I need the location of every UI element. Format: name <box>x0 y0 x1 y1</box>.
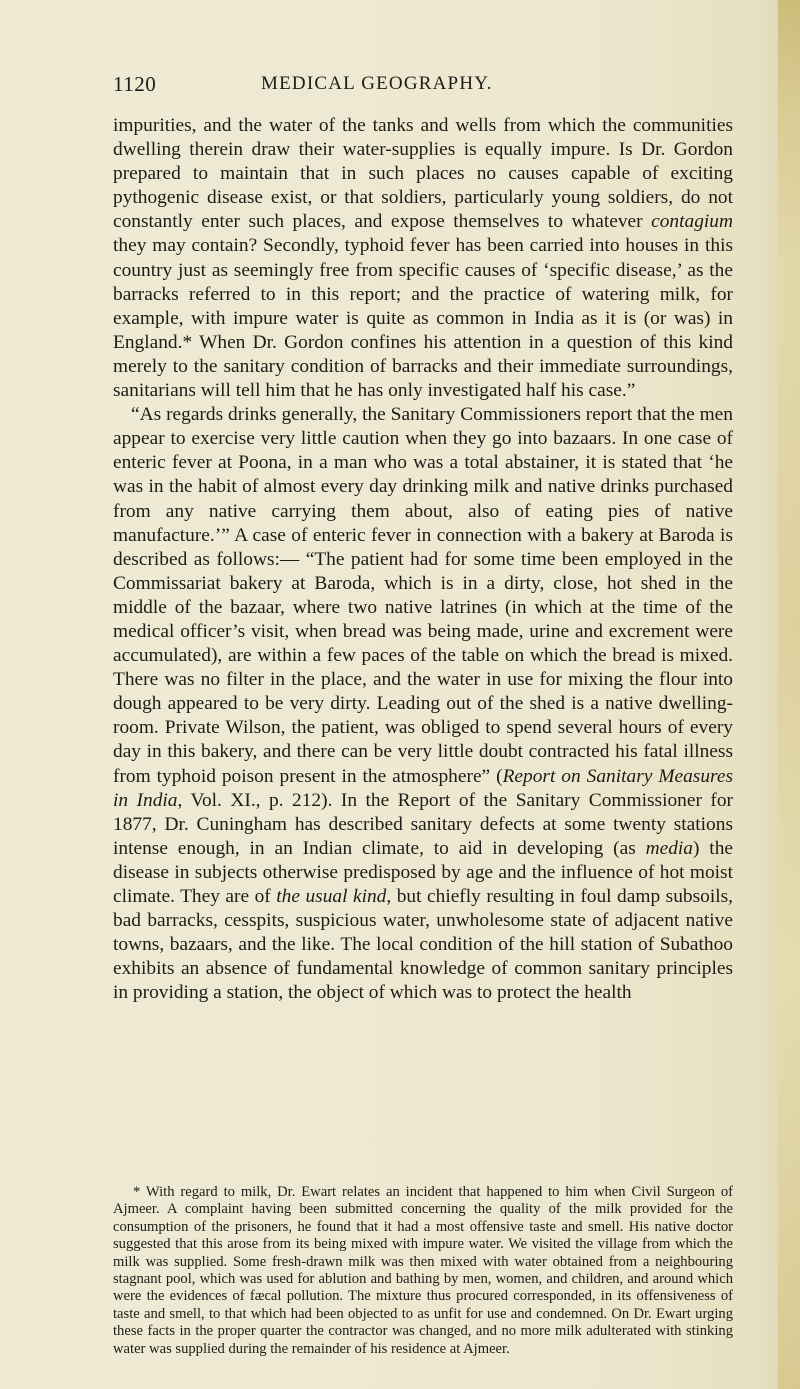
page-edge-stain <box>778 0 800 1389</box>
paragraph-1 <box>113 114 733 403</box>
paragraph-2-text-a: “As regards drinks generally, the Sanitary Commissioners report that the men appear to exercise very little caution when they go into bazaars. In one case of enteric fever at Poona, in a man who was a total abstainer, it is stated that ‘he was in the habit of almost every day drinking milk and native drinks purchased from any native carrying them about, also of eating pies of native manufacture.’” A case of enteric fever in connection with a bakery at Baroda is described as follows:— “The patient had for some time been employed in the Commissariat bakery at Baroda, which is in a dirty, close, hot shed in the middle of the bazaar, where two native latrines (in which at the time of the medical officer’s visit, when bread was being made, urine and excrement were accumulated), are within a few paces of the table on which the bread is mixed. There was no filter in the place, and the water in use for mixing the flour into dough appeared to be very dirty. Leading out of the shed is a native dwelling-room. Private Wilson, the patient, was obliged to spend several hours of every day in this bakery, and there can be very little doubt contracted his fatal illness from typhoid poison present in the atmosphere” ( <box>113 404 733 787</box>
page-number: 1120 <box>113 72 157 96</box>
paragraph-2 <box>113 403 733 1005</box>
paragraph-2-text-b: , Vol. XI., p. 212). In the Report of the Sanitary Commissioner for 1877, Dr. Cuningham has described sanitary defects at some twenty stations intense enough, in an Indian climate, to aid in developing (as <box>113 789 733 859</box>
paragraph-2-text-c: ) the disease in subjects otherwise predisposed by age and the influence of hot moist climate. They are of <box>113 837 733 907</box>
paragraph-2-italic-report-title: Report on Sanitary Measures in India <box>113 765 733 811</box>
body-text <box>113 114 733 1005</box>
paragraph-1-text-b: they may contain? Secondly, typhoid fever has been carried into houses in this country just as seemingly free from specific causes of ‘specific disease,’ as the barracks referred to in this report; and the practice of watering milk, for example, with impure water is quite as common in India as it is (or was) in England.* When Dr. Gordon confines his attention in a question of this kind merely to the sanitary condition of barracks and their immediate surroundings, sanitarians will tell him that he has only investigated half his case.” <box>113 235 733 402</box>
paragraph-1-italic: contagium <box>651 211 733 233</box>
page-header <box>113 72 733 102</box>
running-head: MEDICAL GEOGRAPHY. <box>261 73 493 94</box>
paragraph-1-text-a: impurities, and the water of the tanks and wells from which the communities dwelling therein draw their water-supplies is equally impure. Is Dr. Gordon prepared to maintain that in such places no causes capable of exciting pythogenic disease exist, or that soldiers, particularly young soldiers, do not constantly enter such places, and expose themselves to whatever <box>113 115 733 233</box>
footnote: * With regard to milk, Dr. Ewart relates an incident that happened to him when Civil Surgeon of Ajmeer. A complaint having been submitted concerning the quality of the milk provided for the consumption of the prisoners, he found that it had a most offensive taste and smell. His native doctor suggested that this arose from its being mixed with impure water. We visited the village from which the milk was supplied. Some fresh-drawn milk was then mixed with water obtained from a neighbouring stagnant pool, which was used for ablution and bathing by men, women, and children, and around which were the evidences of fæcal pollution. The mixture thus procured corresponded, in its offensiveness of taste and smell, to that which had been objected to as unfit for use and condemned. On Dr. Ewart urging these facts in the proper quarter the contractor was changed, and no more milk adulterated with stinking water was supplied during the remainder of his residence at Ajmeer. <box>113 1184 733 1357</box>
paragraph-2-italic-media: media <box>645 837 693 859</box>
paragraph-2-italic-usual-kind: the usual kind <box>276 886 387 907</box>
paragraph-2-text-d: , but chiefly resulting in foul damp subsoils, bad barracks, cesspits, suspicious water, unwholesome state of adjacent native towns, bazaars, and the like. The local condition of the hill station of Subathoo exhibits an absence of fundamental knowledge of common sanitary principles in providing a station, the object of which was to protect the health <box>113 886 733 1004</box>
